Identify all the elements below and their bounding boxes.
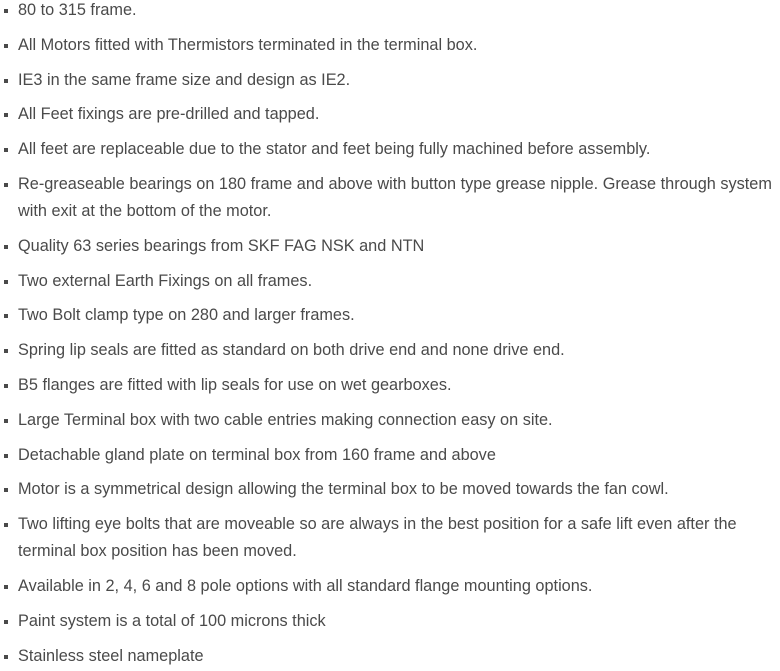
list-item-text: Stainless steel nameplate [18,646,204,665]
list-item [4,608,780,635]
list-item-text: All Feet fixings are pre-drilled and tapped. [18,105,320,124]
list-item-text: Available in 2, 4, 6 and 8 pole options with all standard flange mounting options. [18,576,593,595]
list-item-text: Quality 63 series bearings from SKF FAG NSK and NTN [18,236,425,255]
list-item [4,643,780,670]
list-item-text: Large Terminal box with two cable entries making connection easy on site. [18,410,553,429]
list-item [4,136,780,163]
bullet-icon [4,454,8,458]
list-item-text: B5 flanges are fitted with lip seals for use on wet gearboxes. [18,375,452,394]
list-item [4,171,780,225]
list-item [4,407,780,434]
list-item [4,337,780,364]
list-item [4,32,780,59]
list-item [4,573,780,600]
bullet-icon [4,488,8,492]
bullet-icon [4,349,8,353]
list-item [4,67,780,94]
list-item [4,0,780,24]
bullet-icon [4,9,8,13]
bullet-icon [4,245,8,249]
list-item [4,476,780,503]
bullet-icon [4,585,8,589]
list-item [4,268,780,295]
bullet-icon [4,44,8,48]
list-item-text: Motor is a symmetrical design allowing the terminal box to be moved towards the fan cowl. [18,480,669,499]
list-item [4,302,780,329]
list-item-text: 80 to 315 frame. [18,1,137,19]
list-item-text: Two lifting eye bolts that are moveable so are always in the best position for a safe lift even after the terminal box position has been moved. [18,515,737,561]
list-item-text: Spring lip seals are fitted as standard on both drive end and none drive end. [18,341,565,360]
bullet-icon [4,620,8,624]
list-item-text: Two Bolt clamp type on 280 and larger frames. [18,306,355,325]
list-item-text: Two external Earth Fixings on all frames. [18,271,313,290]
bullet-icon [4,419,8,423]
list-item-text: IE3 in the same frame size and design as IE2. [18,70,351,89]
list-item-text: Paint system is a total of 100 microns thick [18,611,326,630]
bullet-icon [4,79,8,83]
list-item [4,233,780,260]
bullet-icon [4,148,8,152]
bullet-icon [4,314,8,318]
bullet-icon [4,655,8,659]
bullet-icon [4,384,8,388]
list-item-text: Detachable gland plate on terminal box from 160 frame and above [18,445,496,464]
list-item [4,442,780,469]
bullet-icon [4,183,8,187]
bullet-icon [4,280,8,284]
list-item [4,372,780,399]
list-item-text: All Motors fitted with Thermistors terminated in the terminal box. [18,35,478,54]
list-item-text: All feet are replaceable due to the stator and feet being fully machined before assembly. [18,140,651,159]
bullet-icon [4,113,8,117]
list-item [4,511,780,565]
bullet-icon [4,523,8,527]
list-item [4,101,780,128]
list-item-text: Re-greaseable bearings on 180 frame and above with button type grease nipple. Grease through system with exit at the bottom of the motor. [18,174,772,220]
